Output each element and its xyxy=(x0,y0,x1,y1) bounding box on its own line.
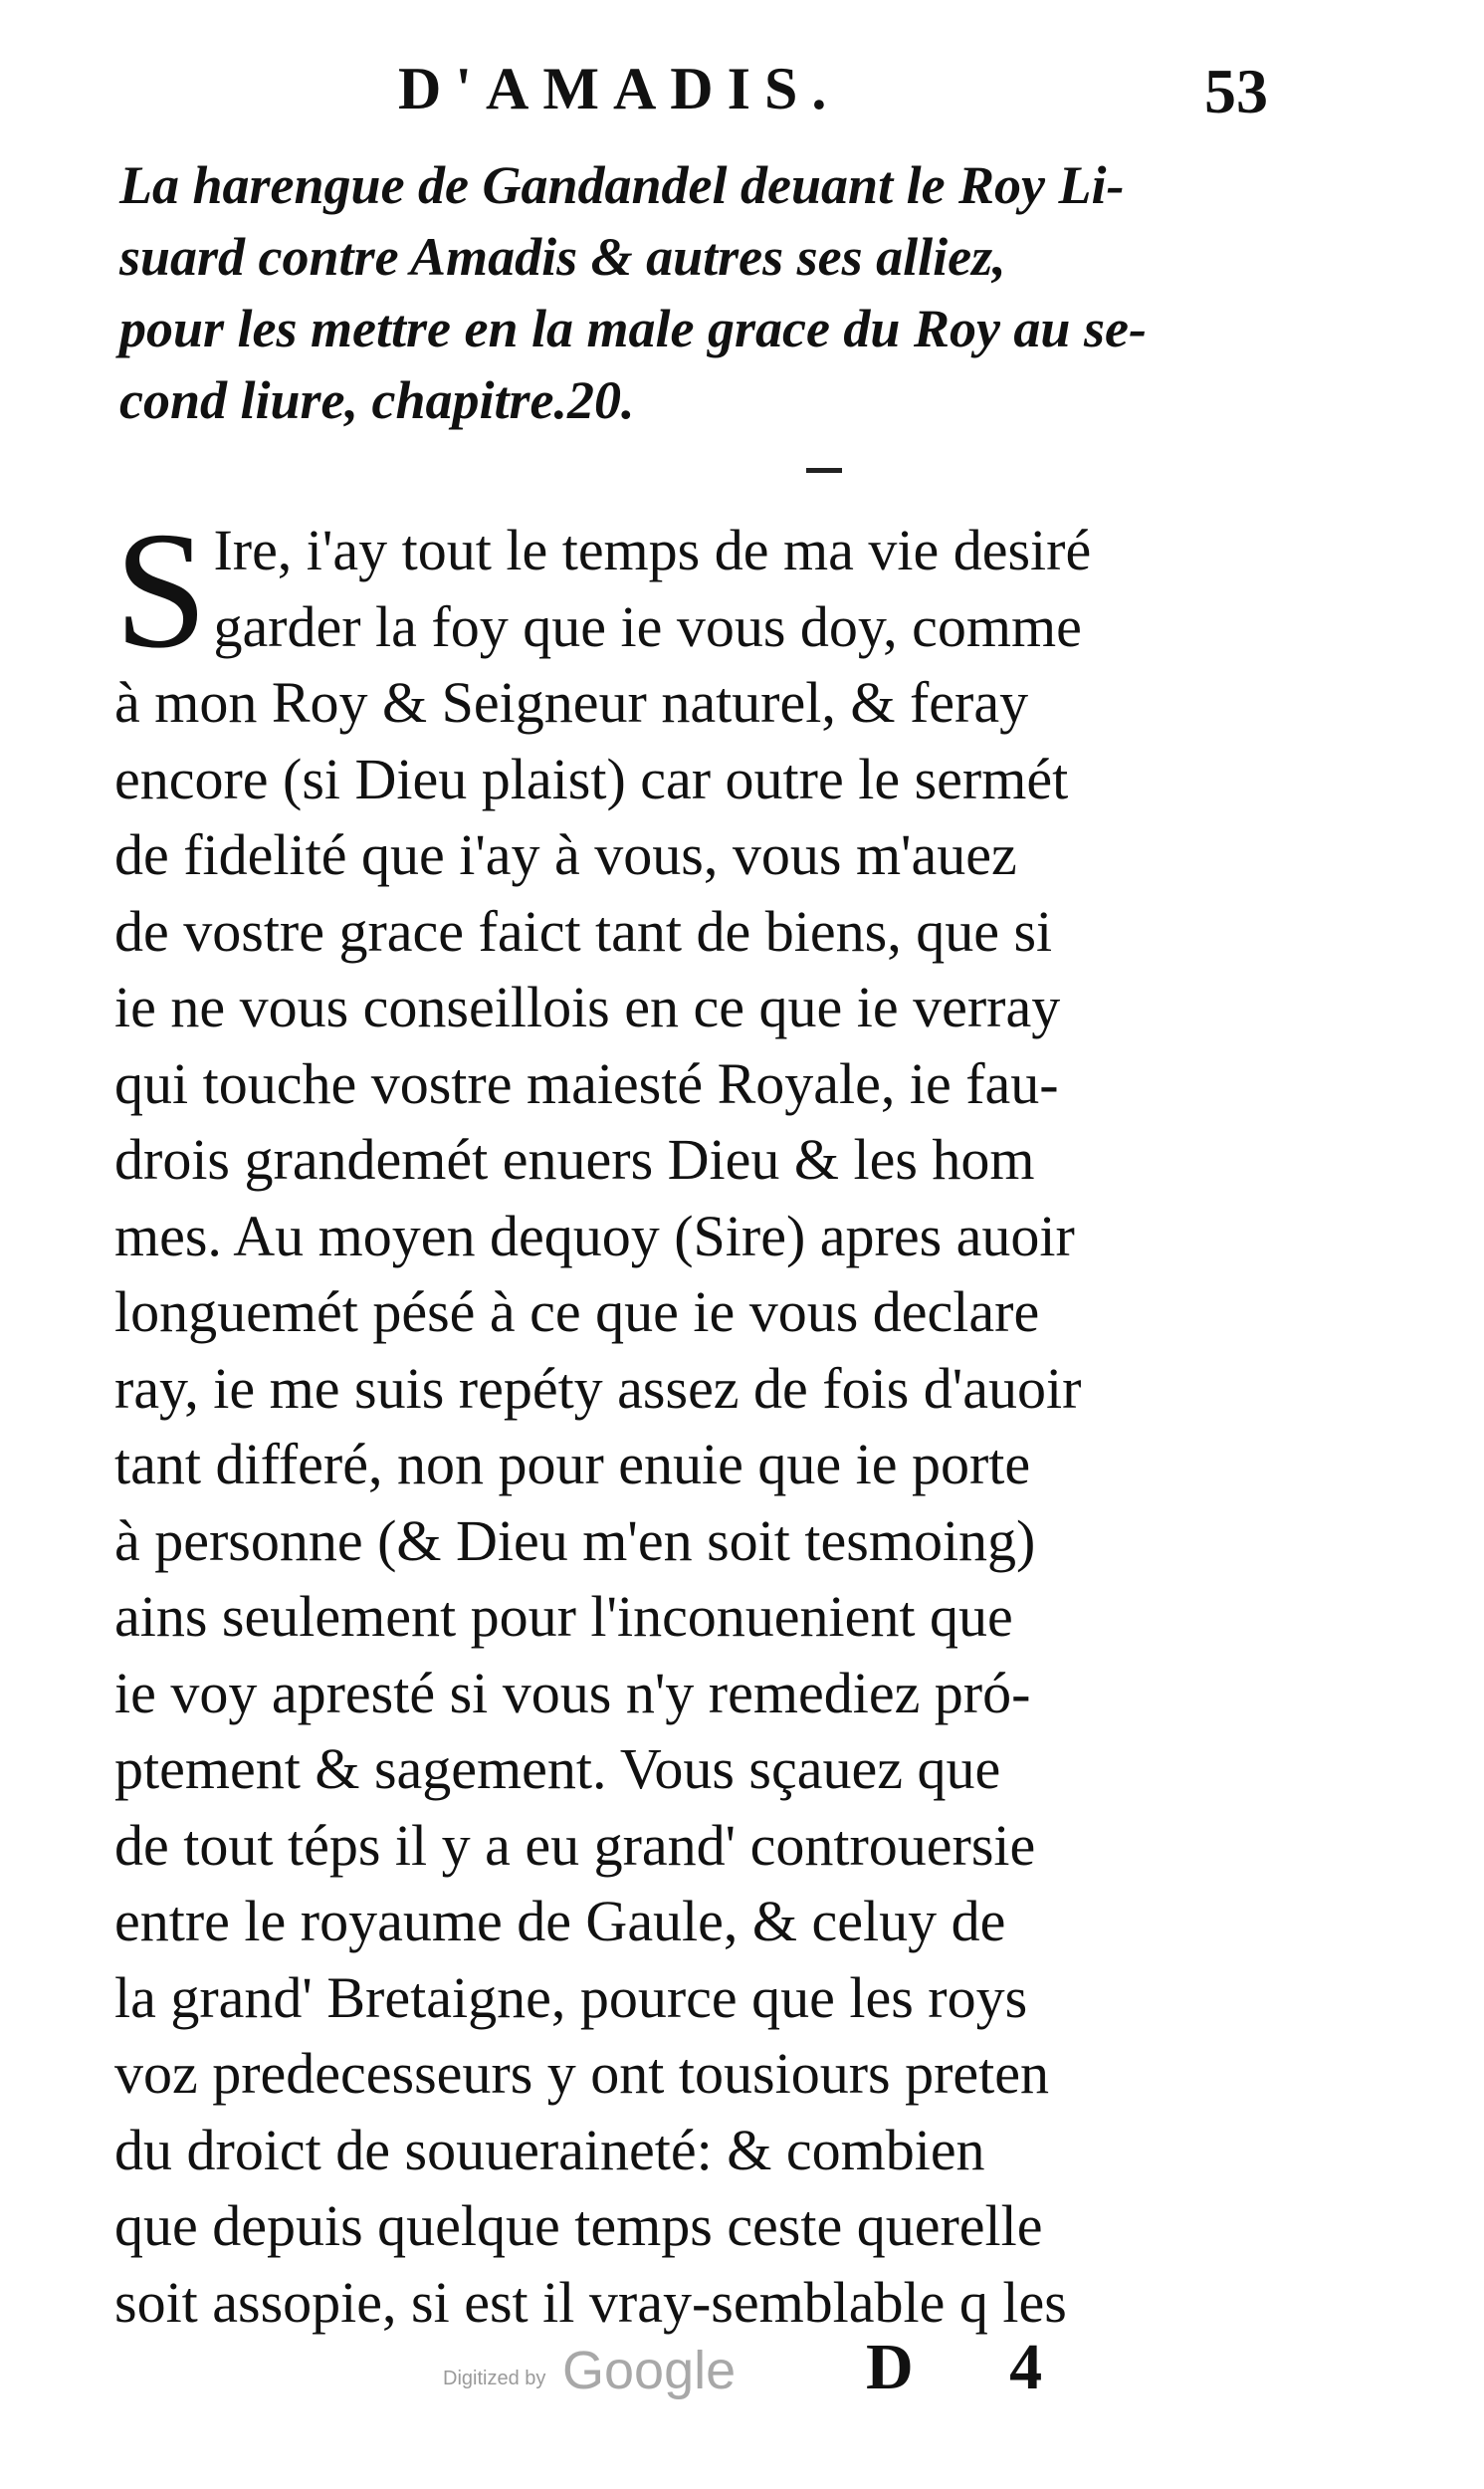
google-watermark: Google xyxy=(562,2341,737,2400)
body-line: voz predecesseurs y ont tousiours preten xyxy=(114,2041,1050,2106)
body-line: de vostre grace faict tant de biens, que si xyxy=(114,898,1053,964)
heading-line: cond liure, chapitre.20. xyxy=(119,370,635,430)
page-footer xyxy=(0,2330,1484,2449)
body-line: mes. Au moyen dequoy (Sire) apres auoir xyxy=(114,1203,1075,1268)
body-line: ray, ie me suis repéty assez de fois d'auoir xyxy=(114,1355,1082,1421)
drop-cap: S xyxy=(114,498,208,683)
body-line: que depuis quelque temps ceste querelle xyxy=(114,2193,1043,2258)
heading-line: pour les mettre en la male grace du Roy au se- xyxy=(119,299,1147,358)
page-number: 53 xyxy=(1204,56,1268,126)
body-line: tant differé, non pour enuie que ie porte xyxy=(114,1432,1031,1496)
running-head xyxy=(0,55,1484,134)
body-line: à personne (& Dieu m'en soit tesmoing) xyxy=(114,1507,1036,1573)
body-line: ptement & sagement. Vous sçauez que xyxy=(114,1736,1001,1801)
body-line: du droict de souueraineté: & combien xyxy=(114,2117,985,2182)
body-line: de fidelité que i'ay à vous, vous m'auez xyxy=(114,822,1017,887)
body-line: encore (si Dieu plaist) car outre le sermét xyxy=(114,746,1069,811)
chapter-heading xyxy=(119,149,1314,436)
running-title: D'AMADIS. xyxy=(398,56,841,121)
body-line: garder la foy que ie vous doy, comme xyxy=(213,593,1082,659)
body-line: ie voy apresté si vous n'y remediez pró- xyxy=(114,1660,1031,1725)
body-text xyxy=(114,498,1339,2341)
body-line: longuemét pésé à ce que ie vous declare xyxy=(114,1279,1040,1344)
section-dash xyxy=(806,468,842,473)
signature-mark: D 4 xyxy=(866,2331,1083,2403)
body-line: la grand' Bretaigne, pource que les roys xyxy=(114,1964,1028,2030)
body-line: drois grandemét enuers Dieu & les hom xyxy=(114,1127,1035,1192)
body-line: soit assopie, si est il vray-semblable q les xyxy=(114,2269,1067,2335)
body-line: qui touche vostre maiesté Royale, ie fau- xyxy=(114,1050,1059,1116)
body-line: de tout téps il y a eu grand' controuersie xyxy=(114,1812,1036,1878)
digitized-by-label: Digitized by xyxy=(443,2368,546,2389)
body-line: ains seulement pour l'inconuenient que xyxy=(114,1584,1013,1649)
body-line: entre le royaume de Gaule, & celuy de xyxy=(114,1889,1006,1953)
heading-line: suard contre Amadis & autres ses alliez, xyxy=(119,227,1006,287)
body-line: à mon Roy & Seigneur naturel, & feray xyxy=(114,670,1029,735)
body-line: Ire, i'ay tout le temps de ma vie desiré xyxy=(213,518,1092,582)
heading-line: La harengue de Gandandel deuant le Roy Li- xyxy=(119,155,1125,215)
body-line: ie ne vous conseillois en ce que ie verray xyxy=(114,975,1061,1039)
